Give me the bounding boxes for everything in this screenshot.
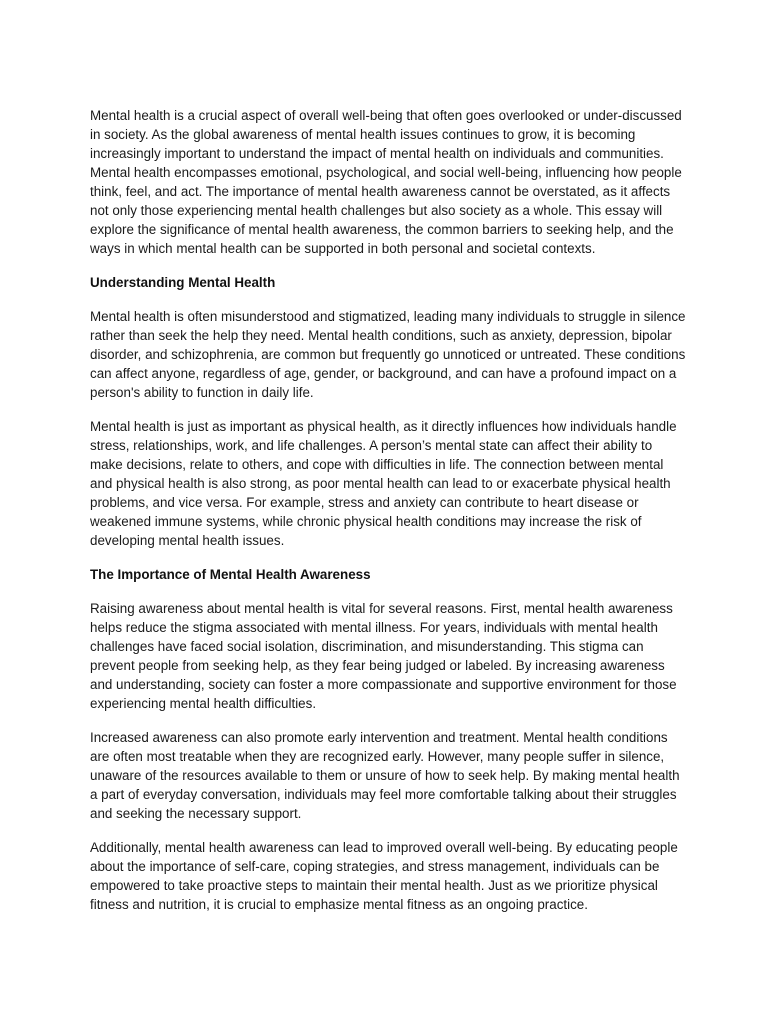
section2-paragraph-3: Additionally, mental health awareness can lead to improved overall well-being. By educating people about the importance of self-care, coping strategies, and stress management, individuals can be empowered to take proactive steps to maintain their mental health. Just as we prioritize physical fitness and nutrition, it is crucial to emphasize mental fitness as an ongoing practice. [90, 840, 678, 912]
section-heading-understanding: Understanding Mental Health [90, 275, 276, 290]
section-heading-importance: The Importance of Mental Health Awareness [90, 567, 371, 582]
document-page [90, 106, 686, 929]
intro-paragraph: Mental health is a crucial aspect of overall well-being that often goes overlooked or under-discussed in society. As the global awareness of mental health issues continues to grow, it is becoming increasingly important to understand the impact of mental health on individuals and communities. Mental health encompasses emotional, psychological, and social well-being, influencing how people think, feel, and act. The importance of mental health awareness cannot be overstated, as it affects not only those experiencing mental health challenges but also society as a whole. This essay will explore the significance of mental health awareness, the common barriers to seeking help, and the ways in which mental health can be supported in both personal and societal contexts. [90, 108, 682, 256]
section2-paragraph-2: Increased awareness can also promote early intervention and treatment. Mental health conditions are often most treatable when they are recognized early. However, many people suffer in silence, unaware of the resources available to them or unsure of how to seek help. By making mental health a part of everyday conversation, individuals may feel more comfortable talking about their struggles and seeking the necessary support. [90, 730, 680, 821]
section2-paragraph-1: Raising awareness about mental health is vital for several reasons. First, mental health awareness helps reduce the stigma associated with mental illness. For years, individuals with mental health challenges have faced social isolation, discrimination, and misunderstanding. This stigma can prevent people from seeking help, as they fear being judged or labeled. By increasing awareness and understanding, society can foster a more compassionate and supportive environment for those experiencing mental health difficulties. [90, 601, 677, 711]
section1-paragraph-2: Mental health is just as important as physical health, as it directly influences how individuals handle stress, relationships, work, and life challenges. A person’s mental state can affect their ability to make decisions, relate to others, and cope with difficulties in life. The connection between mental and physical health is also strong, as poor mental health can lead to or exacerbate physical health problems, and vice versa. For example, stress and anxiety can contribute to heart disease or weakened immune systems, while chronic physical health conditions may increase the risk of developing mental health issues. [90, 419, 677, 548]
section1-paragraph-1: Mental health is often misunderstood and stigmatized, leading many individuals to struggle in silence rather than seek the help they need. Mental health conditions, such as anxiety, depression, bipolar disorder, and schizophrenia, are common but frequently go unnoticed or untreated. These conditions can affect anyone, regardless of age, gender, or background, and can have a profound impact on a person's ability to function in daily life. [90, 309, 686, 400]
